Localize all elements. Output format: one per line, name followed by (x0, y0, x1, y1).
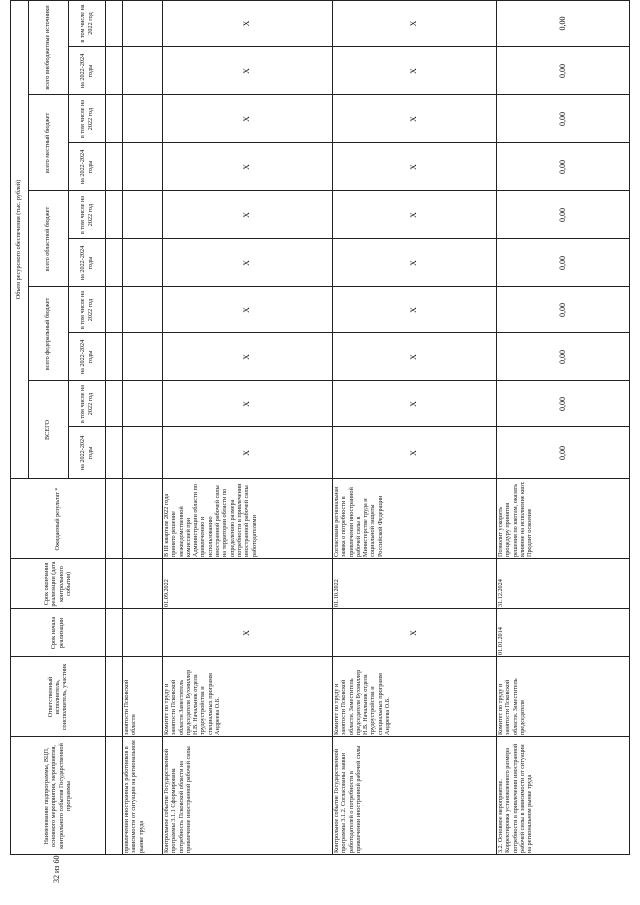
row-1-value: X (242, 116, 252, 122)
grid-line (28, 380, 630, 381)
table-border-top (10, 0, 11, 855)
grid-line (68, 142, 630, 143)
grid-line (28, 0, 29, 479)
table-border-bottom (629, 0, 630, 855)
grid-line (68, 426, 630, 427)
grid-line (28, 286, 630, 287)
grid-line (10, 478, 630, 479)
header-regional-year: в том числе на 2022 год (79, 195, 94, 235)
header-regional-period: на 2022-2024 годы (79, 245, 94, 281)
header-extra: всего внебюджетные источники (44, 5, 52, 90)
row-2-value: X (409, 260, 419, 266)
row-1-start: X (242, 630, 252, 636)
grid-line (68, 238, 630, 239)
row-3-end: 31.12.2024 (497, 579, 504, 607)
row-3-result: Позволит ускорить процедуру принятия решения по квотам, оказать влияние на исполнение квот. Продлит освоение (497, 481, 534, 557)
row-2-responsible: Комитет по труду и занятости Псковской области. Заместитель председателя Бухмиллер Н.В. Начальник отдела трудоустройства и специальных программ Андреева О.Б. (333, 669, 392, 735)
row-3-value: 0,00 (558, 350, 568, 364)
row-2-value: X (409, 116, 419, 122)
row-3-value: 0,00 (558, 16, 568, 31)
header-result: Ожидаемый результат * (53, 487, 61, 551)
row-1-value: X (242, 164, 252, 170)
row-1-value: X (242, 260, 252, 266)
row-1-name: Контрольное событие Государственной программы 3.1.1 Сформирована потребность Псковской области на привлечение иностранной рабочей силы (163, 746, 192, 853)
row-2-value: X (409, 401, 419, 407)
grid-line (10, 558, 630, 559)
grid-line (10, 854, 630, 855)
row-3-value: 0,00 (558, 208, 568, 222)
row-0-name: привлечении иностранных работников в зависимости от ситуации на региональном рынке труда (123, 740, 145, 853)
row-3-value: 0,00 (558, 64, 568, 78)
grid-line (68, 0, 69, 479)
row-2-value: X (409, 68, 419, 74)
row-1-value: X (242, 354, 252, 360)
header-federal: всего федеральный бюджет (44, 297, 52, 371)
row-2-result: Согласована региональная заявка о потребности в привлечении иностранной рабочей силы в Министерстве труда и социальной защиты Российской Федерации (333, 486, 384, 557)
header-extra-year: в том числе на 2022 год (79, 4, 94, 43)
grid-line (28, 94, 630, 95)
header-federal-period: на 2022-2024 годы (79, 339, 94, 375)
row-2-value: X (409, 354, 419, 360)
row-1-value: X (242, 20, 252, 27)
grid-line (162, 0, 163, 855)
row-3-value: 0,00 (558, 112, 568, 126)
header-local-period: на 2022-2024 годы (79, 149, 94, 185)
row-3-value: 0,00 (558, 446, 568, 460)
row-2-start: X (409, 630, 419, 636)
grid-line (68, 46, 630, 47)
header-total-period: на 2022-2024 годы (79, 435, 94, 471)
header-federal-year: в том числе на 2022 год (79, 290, 94, 330)
row-2-value: X (409, 212, 419, 218)
row-1-value: X (242, 450, 252, 456)
page-number: 32 из 60 (52, 855, 61, 883)
row-2-value: X (409, 164, 419, 170)
header-end: Срок окончания реализации (дата контрольного события) (42, 561, 72, 607)
rotated-table (10, 0, 630, 855)
header-total: ВСЕГО (44, 420, 52, 440)
header-name: Наименование подпрограммы, ВЦП, основного мероприятия, мероприятия, контрольного события Государственной программы (42, 743, 72, 849)
header-responsible: Ответственный исполнитель, соисполнитель, участник (46, 663, 69, 731)
row-3-responsible: Комитет по труду и занятости Псковской области. Заместитель председателя (497, 678, 526, 735)
header-resources: Объем ресурсного обеспечения (тыс. рублей) (15, 179, 23, 300)
header-local-year: в том числе на 2022 год (79, 99, 94, 139)
row-1-result: В III квартале 2022 года принято решение межведомственной комиссией при Администрации области по привлечению и использованию иностранной рабочей силы на территории области по определению размера потребности в привлечении иностранной рабочей силы работодателями (163, 483, 258, 557)
header-local: всего местный бюджет (44, 112, 52, 174)
row-1-value: X (242, 68, 252, 74)
row-2-end: 01.10.2022 (333, 579, 340, 607)
row-3-start: 01.01.2014 (497, 627, 504, 655)
row-0-responsible: занятости Псковской области (123, 679, 138, 735)
grid-line (28, 190, 630, 191)
grid-line (10, 736, 630, 737)
header-regional: всего областной бюджет (44, 206, 52, 272)
row-3-value: 0,00 (558, 160, 568, 174)
header-total-year: в том числе на 2022 год (79, 384, 94, 424)
row-3-value: 0,00 (558, 256, 568, 270)
row-2-value: X (409, 450, 419, 456)
grid-line (332, 0, 333, 855)
row-3-value: 0,00 (558, 303, 568, 317)
row-1-value: X (242, 401, 252, 407)
row-1-end: 01.09.2022 (163, 579, 170, 607)
grid-line (496, 0, 497, 855)
grid-line (105, 0, 106, 855)
row-1-value: X (242, 307, 252, 313)
header-extra-period: на 2022-2024 годы (79, 53, 94, 89)
row-1-responsible: Комитет по труду и занятости Псковской области Заместитель председателя Бухмиллер Н.В. Начальник отдела трудоустройства и специальных программ Андреева О.Б. (163, 669, 222, 735)
grid-line (122, 0, 123, 855)
row-2-value: X (409, 307, 419, 313)
grid-line (10, 656, 630, 657)
row-1-value: X (242, 212, 252, 218)
grid-line (68, 332, 630, 333)
table-border-right (10, 0, 630, 1)
grid-line (10, 608, 630, 609)
row-3-name: 3.2. Основное мероприятие. Корректировка установленного размера потребности в привлечении иностранной рабочей силы в зависимости от ситуации на региональном рынке труда (497, 743, 534, 853)
header-start: Срок начала реализации (50, 616, 65, 650)
row-2-value: X (409, 20, 419, 27)
row-2-name: Контрольное событие Государственной программы 3.1.2. Согласованы заявки работодателей о потребности в привлечении иностранной рабочей силы (333, 745, 362, 853)
row-3-value: 0,00 (558, 397, 568, 411)
